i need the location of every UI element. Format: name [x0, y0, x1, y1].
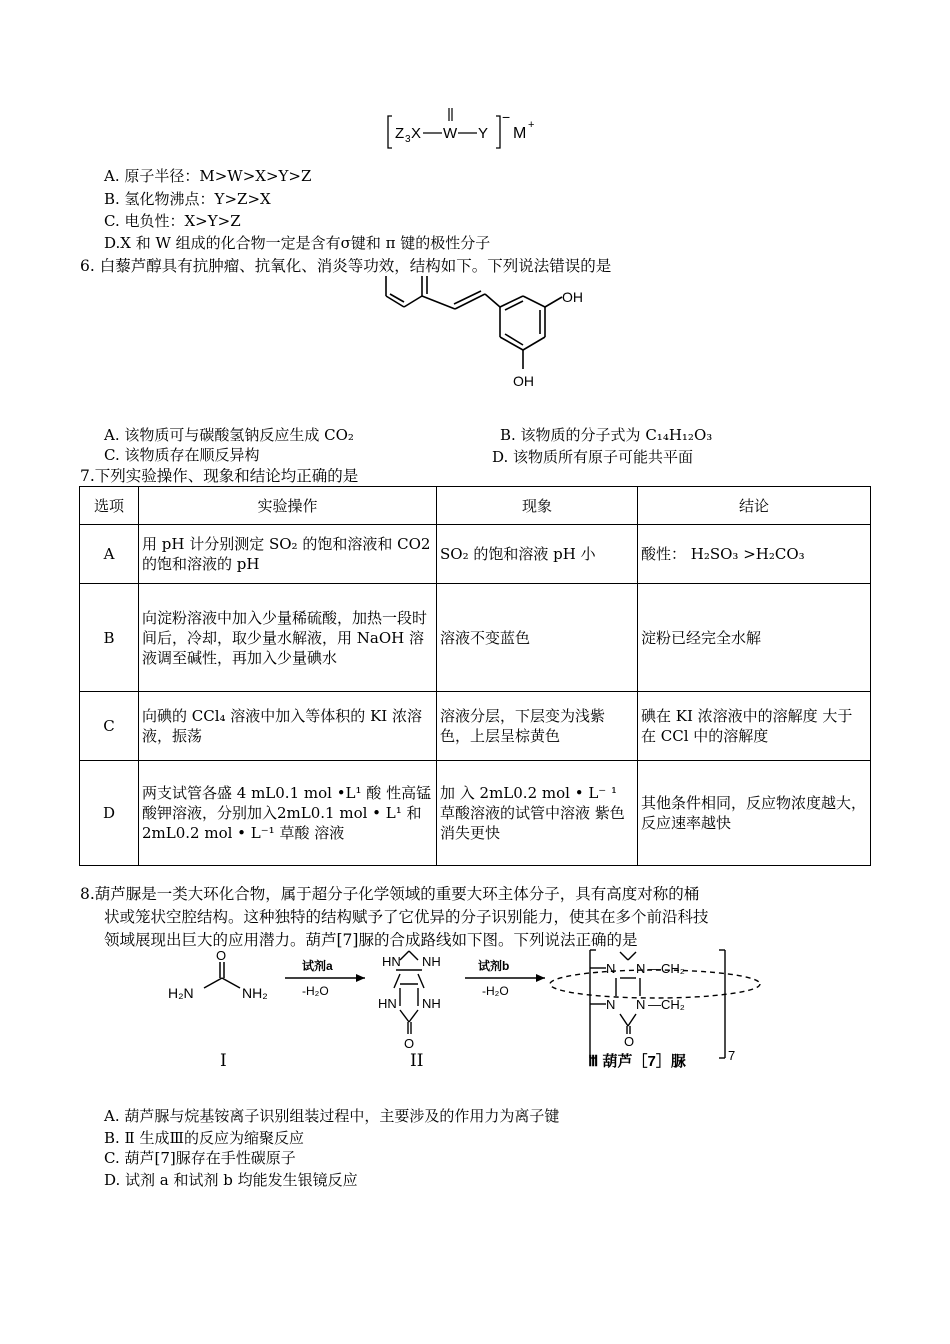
row-label: D	[80, 761, 139, 866]
q7-table	[79, 486, 871, 866]
q5-y: Y	[478, 125, 489, 142]
row-label: C	[80, 692, 139, 761]
q8-stem-line-3: 领域展现出巨大的应用潜力。葫芦[7]脲的合成路线如下图。下列说法正确的是	[104, 931, 638, 949]
q5-m-charge: +	[528, 119, 535, 131]
cb-ch2-top: —CH₂	[648, 961, 685, 976]
table-row	[80, 761, 871, 866]
table-row	[80, 584, 871, 692]
q6-option-a: A. 该物质可与碳酸氢钠反应生成 CO₂	[104, 426, 354, 444]
resveratrol-svg	[370, 274, 610, 394]
left-bracket	[388, 116, 392, 148]
row-conclusion: 淀粉已经完全水解	[638, 584, 871, 692]
q5-x: X	[411, 125, 422, 142]
cb-n-1: N	[606, 961, 616, 976]
row-operation: 向淀粉溶液中加入少量稀硫酸，加热一段时间后，冷却，取少量水解液，用 NaOH 溶液调至碱性，再加入少量碘水	[139, 584, 437, 692]
q6-structure	[370, 274, 610, 394]
synthesis-scheme-svg	[160, 948, 780, 1073]
compound-label-1: I	[220, 1051, 227, 1071]
cb-repeat: 7	[728, 1048, 736, 1063]
q7-stem: 7.下列实验操作、现象和结论均正确的是	[80, 467, 359, 485]
row-conclusion: 其他条件相同，反应物浓度越大，反应速率越快	[638, 761, 871, 866]
q8-scheme	[160, 948, 780, 1073]
row-label: A	[80, 525, 139, 584]
gly-hn-bottom: HN	[378, 996, 397, 1011]
row-conclusion: 碘在 KI 浓溶液中的溶解度 大于在 CCl 中的溶解度	[638, 692, 871, 761]
reagent-a: 试剂a	[302, 959, 333, 973]
arrow-1-head	[356, 974, 365, 982]
q5-m: M	[513, 125, 527, 142]
compound-label-2: II	[410, 1051, 424, 1071]
gly-hn-top: HN	[382, 954, 401, 969]
row-label: B	[80, 584, 139, 692]
q6-stem: 6. 白藜芦醇具有抗肿瘤、抗氧化、消炎等功效，结构如下。下列说法错误的是	[80, 257, 612, 275]
q5-formula	[380, 100, 580, 155]
row-phenomenon: 加 入 2mL0.2 mol • L⁻ ¹ 草酸溶液的试管中溶液 紫色消失更快	[437, 761, 638, 866]
gly-nh-top: NH	[422, 954, 441, 969]
q5-option-b: B. 氢化物沸点：Y>Z>X	[104, 190, 271, 208]
gly-o: O	[404, 1036, 415, 1051]
row-operation: 向碘的 CCl₄ 溶液中加入等体积的 KI 浓溶液，振荡	[139, 692, 437, 761]
q7-header-operation: 实验操作	[139, 487, 437, 525]
q6-option-c: C. 该物质存在顺反异构	[104, 446, 260, 464]
q8-option-c: C. 葫芦[7]脲存在手性碳原子	[104, 1149, 296, 1167]
oh-top: OH	[562, 289, 583, 305]
row-phenomenon: 溶液不变蓝色	[437, 584, 638, 692]
table-row	[80, 692, 871, 761]
right-bracket	[496, 116, 500, 148]
q5-w: W	[443, 125, 458, 142]
urea-nh2: NH₂	[242, 985, 268, 1001]
table-row	[80, 525, 871, 584]
q5-formula-svg	[380, 100, 580, 155]
q6-option-d: D. 该物质所有原子可能共平面	[492, 448, 694, 466]
q5-option-c: C. 电负性：X>Y>Z	[104, 212, 241, 230]
q8-option-a: A. 葫芦脲与烷基铵离子识别组装过程中，主要涉及的作用力为离子键	[104, 1107, 560, 1125]
row-operation: 两支试管各盛 4 mL0.1 mol •L¹ 酸 性高锰酸钾溶液，分别加入2mL0.1 mol • L¹ 和 2mL0.2 mol • L⁻¹ 草酸 溶液	[139, 761, 437, 866]
q7-header-conclusion: 结论	[638, 487, 871, 525]
q8-stem-line-2: 状或笼状空腔结构。这种独特的结构赋予了它优异的分子识别能力，使其在多个前沿科技	[104, 908, 709, 926]
row-phenomenon: 溶液分层，下层变为浅紫色，上层呈棕黄色	[437, 692, 638, 761]
q8-stem-line-1: 8.葫芦脲是一类大环化合物，属于超分子化学领域的重要大环主体分子，具有高度对称的桶	[80, 885, 700, 903]
cb-n-2: N	[636, 961, 646, 976]
cb-n-4: N	[636, 997, 646, 1012]
h2o-b: -H₂O	[482, 984, 509, 998]
cb-o: O	[624, 1034, 635, 1049]
row-operation: 用 pH 计分别测定 SO₂ 的饱和溶液和 CO2 的饱和溶液的 pH	[139, 525, 437, 584]
arrow-2-head	[536, 974, 545, 982]
q8-option-d: D. 试剂 a 和试剂 b 均能发生银镜反应	[104, 1171, 358, 1189]
row-phenomenon: SO₂ 的饱和溶液 pH 小	[437, 525, 638, 584]
q5-z: Z	[395, 125, 405, 142]
urea-o: O	[216, 948, 227, 963]
q8-option-b: B. Ⅱ 生成Ⅲ的反应为缩聚反应	[104, 1129, 304, 1147]
q7-header-phenomenon: 现象	[437, 487, 638, 525]
q5-option-d: D.X 和 W 组成的化合物一定是含有σ键和 π 键的极性分子	[104, 234, 491, 252]
urea-h2n: H₂N	[168, 985, 194, 1001]
q5-option-a: A. 原子半径：M>W>X>Y>Z	[104, 167, 312, 185]
compound-label-3: Ⅲ 葫芦［7］脲	[588, 1053, 686, 1070]
q5-charge: −	[502, 109, 511, 125]
reagent-b: 试剂b	[478, 959, 510, 973]
q5-z-sub: 3	[405, 134, 411, 145]
gly-nh-bottom: NH	[422, 996, 441, 1011]
q6-option-b: B. 该物质的分子式为 C₁₄H₁₂O₃	[500, 426, 713, 444]
oh-bottom: OH	[513, 373, 534, 389]
q7-header-row	[80, 487, 871, 525]
h2o-a: -H₂O	[302, 984, 329, 998]
cb-ch2-bottom: —CH₂	[648, 997, 685, 1012]
row-conclusion: 酸性： H₂SO₃ >H₂CO₃	[638, 525, 871, 584]
q7-header-option: 选项	[80, 487, 139, 525]
cb-n-3: N	[606, 997, 616, 1012]
